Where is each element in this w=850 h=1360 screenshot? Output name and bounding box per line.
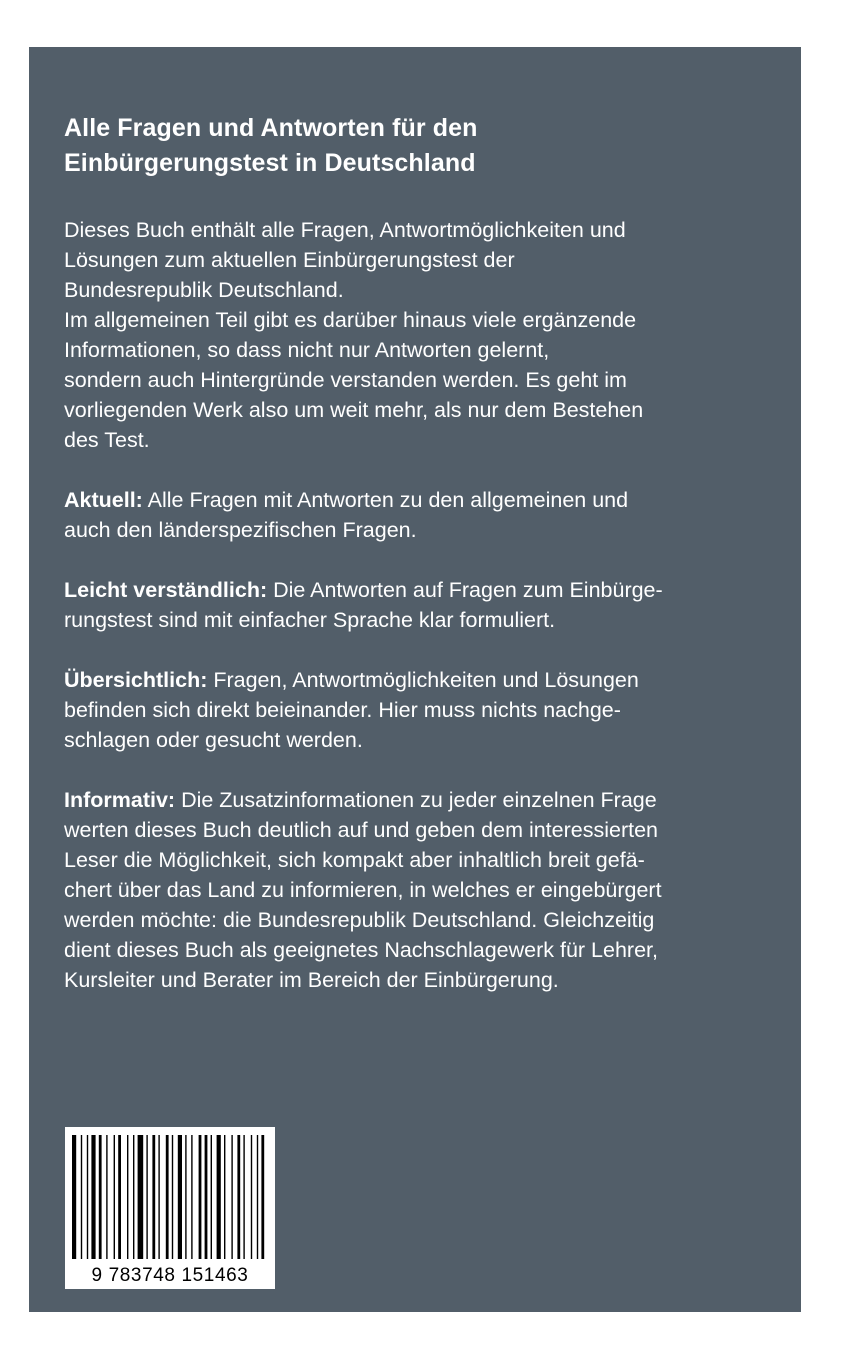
feature-line [64,665,776,695]
barcode-bar [191,1135,192,1259]
intro-line: Im allgemeinen Teil gibt es darüber hinaus viele ergänzende [64,308,637,332]
barcode-bar [185,1135,186,1259]
barcode-bar [118,1135,121,1259]
barcode-bar [217,1135,221,1259]
feature-label: Leicht verständlich: [64,578,268,602]
intro-line: Lösungen zum aktuellen Einbürgerungstest der [64,248,515,272]
feature-line: Kursleiter und Berater im Bereich der Einbürgerung. [64,968,559,992]
feature-leicht-verstaendlich [64,575,776,635]
barcode-bar [133,1135,134,1259]
feature-label: Informativ: [64,788,176,812]
feature-line [64,575,776,605]
cover-title-line-2: Einbürgerungstest in Deutschland [64,149,476,177]
barcode-bar [106,1135,107,1259]
barcode-bar [199,1135,202,1259]
book-back-cover [29,47,801,1312]
feature-line: chert über das Land zu informieren, in welches er eingebürgert [64,878,662,902]
intro-line: Bundesrepublik Deutschland. [64,278,344,302]
feature-line: rungstest sind mit einfacher Sprache klar formuliert. [64,608,556,632]
barcode-bar [81,1135,82,1259]
barcode-bar [114,1135,115,1259]
intro-paragraph [64,215,776,455]
barcode-bar [178,1135,182,1259]
cover-title [64,111,776,181]
intro-line: des Test. [64,428,150,452]
barcode-bar [91,1135,95,1259]
intro-line: sondern auch Hintergründe verstanden werden. Es geht im [64,368,627,392]
feature-line: dient dieses Buch als geeignetes Nachschlagewerk für Lehrer, [64,938,658,962]
barcode-bar [224,1135,225,1259]
intro-line: vorliegenden Werk also um weit mehr, als nur dem Bestehen [64,398,644,422]
barcode-bar [72,1135,76,1259]
isbn-digits: 9 783748 151463 [91,1265,249,1286]
barcode-bar [257,1135,258,1259]
barcode-bar [127,1135,128,1259]
barcode-bar [99,1135,102,1259]
feature-line: schlagen oder gesucht werden. [64,728,363,752]
feature-text: Die Antworten auf Fragen zum Einbürge- [267,578,663,602]
feature-label: Übersichtlich: [64,668,208,692]
intro-line: Informationen, so dass nicht nur Antworten gelernt, [64,338,550,362]
feature-line: Leser die Möglichkeit, sich kompakt aber inhaltlich breit gefä- [64,848,645,872]
feature-text: Die Zusatzinformationen zu jeder einzelnen Frage [175,788,657,812]
feature-line: werden möchte: die Bundesrepublik Deutschland. Gleichzeitig [64,908,655,932]
barcode-bar [251,1135,252,1259]
feature-line [64,485,776,515]
barcode-bar [231,1135,232,1259]
barcode-bar [172,1135,173,1259]
barcode-bar [87,1135,88,1259]
barcode-bar [261,1135,264,1259]
feature-text: Fragen, Antwortmöglichkeiten und Lösungen [207,668,639,692]
cover-title-line-1: Alle Fragen und Antworten für den [64,114,478,142]
feature-text: Alle Fragen mit Antworten zu den allgemeinen und [142,488,629,512]
feature-line: werten dieses Buch deutlich auf und geben dem interessierten [64,818,659,842]
feature-aktuell [64,485,776,545]
feature-label: Aktuell: [64,488,143,512]
feature-line: befinden sich direkt beieinander. Hier muss nichts nachge- [64,698,621,722]
isbn-barcode [65,1127,275,1289]
barcode-bar [211,1135,212,1259]
barcode-bar [205,1135,208,1259]
barcode-bar [166,1135,169,1259]
barcode-bar [243,1135,244,1259]
feature-uebersichtlich [64,665,776,755]
barcode-bar [152,1135,155,1259]
barcode-bar [237,1135,240,1259]
cover-text-block [64,111,776,995]
barcode-bar [158,1135,159,1259]
barcode-bar [138,1135,144,1259]
feature-line [64,785,776,815]
intro-line: Dieses Buch enthält alle Fragen, Antwortmöglichkeiten und [64,218,626,242]
feature-line: auch den länderspezifischen Fragen. [64,518,417,542]
feature-informativ [64,785,776,995]
barcode-bar [146,1135,147,1259]
